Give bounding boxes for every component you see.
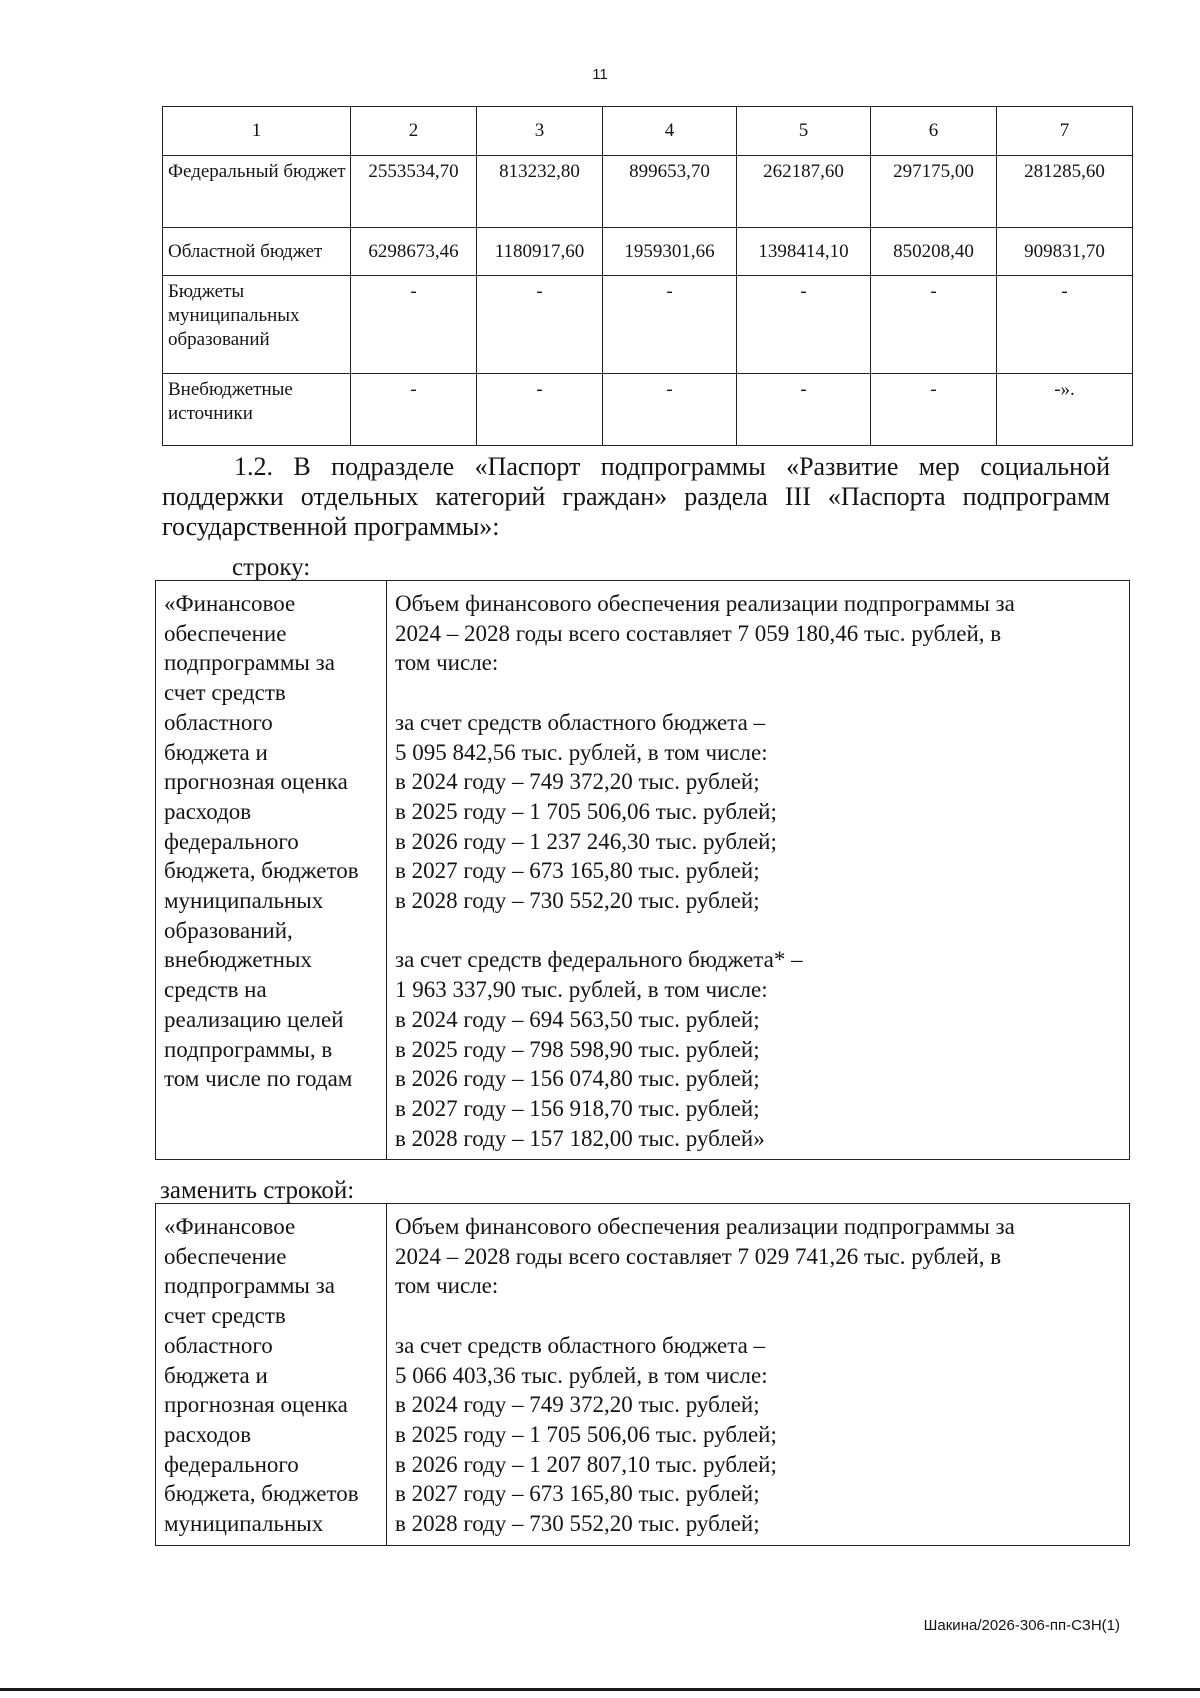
text-line: «Финансовое xyxy=(164,591,296,616)
row-label: Федеральный бюджет xyxy=(163,156,351,228)
row-name-cell xyxy=(156,581,387,1160)
column-header: 3 xyxy=(477,107,603,156)
text-line: том числе: xyxy=(395,650,499,676)
column-header: 1 xyxy=(163,107,351,156)
text-line: обеспечение xyxy=(164,620,287,646)
passport-row-new xyxy=(155,1203,1130,1546)
text-line: расходов xyxy=(164,798,252,824)
text-line: счет средств xyxy=(164,680,286,706)
column-header: 5 xyxy=(737,107,871,156)
page-number: 11 xyxy=(592,66,608,83)
table-cell: - xyxy=(351,374,477,446)
text-line: расходов xyxy=(164,1421,252,1447)
text-line: муниципальных xyxy=(164,1511,324,1537)
text-line: «Финансовое xyxy=(164,1214,296,1239)
table-cell: - xyxy=(871,374,997,446)
row-name-lines xyxy=(164,1212,382,1539)
text-line: за счет средств областного бюджета – xyxy=(395,1332,766,1358)
federal-budget-lines xyxy=(395,945,1125,1153)
row-label: Областной бюджет xyxy=(163,228,351,276)
passport-row-old xyxy=(155,580,1130,1160)
table-cell: 2553534,70 xyxy=(351,156,477,228)
table-cell: - xyxy=(603,374,737,446)
text-line: обеспечение xyxy=(164,1243,287,1269)
text-line: в 2028 году – 157 182,00 тыс. рублей» xyxy=(395,1125,765,1151)
text-line: счет средств xyxy=(164,1303,286,1329)
table-cell: 297175,00 xyxy=(871,156,997,228)
text-line: в 2025 году – 1 705 506,06 тыс. рублей; xyxy=(395,1421,777,1447)
table-cell: 813232,80 xyxy=(477,156,603,228)
text-line: в 2024 году – 694 563,50 тыс. рублей; xyxy=(395,1006,760,1032)
text-line: бюджета и xyxy=(164,739,268,765)
document-reference: Шакина/2026-306-пп-СЗН(1) xyxy=(923,1617,1120,1634)
table-cell: 909831,70 xyxy=(997,228,1133,276)
regional-budget-lines xyxy=(395,708,1125,916)
intro-lines xyxy=(395,1212,1125,1301)
row-value-cell xyxy=(387,1204,1130,1546)
text-line: в 2028 году – 730 552,20 тыс. рублей; xyxy=(395,888,760,914)
label-row: строку: xyxy=(232,554,311,581)
text-line: 1 963 337,90 тыс. рублей, в том числе: xyxy=(395,977,768,1003)
table-cell: 6298673,46 xyxy=(351,228,477,276)
text-line: бюджета, бюджетов xyxy=(164,1481,359,1507)
table-row xyxy=(163,374,1133,446)
table-cell: 1959301,66 xyxy=(603,228,737,276)
text-line: в 2025 году – 1 705 506,06 тыс. рублей; xyxy=(395,798,777,824)
intro-lines xyxy=(395,589,1125,678)
table-cell: 281285,60 xyxy=(997,156,1133,228)
text-line: в 2026 году – 156 074,80 тыс. рублей; xyxy=(395,1066,760,1092)
row-value-cell xyxy=(387,581,1130,1160)
text-line: реализацию целей xyxy=(164,1006,344,1032)
text-line: внебюджетных xyxy=(164,947,312,973)
amendment-paragraph xyxy=(162,452,1110,542)
text-line: прогнозная оценка xyxy=(164,769,348,795)
text-line: в 2024 году – 749 372,20 тыс. рублей; xyxy=(395,769,760,795)
column-header: 4 xyxy=(603,107,737,156)
table-row xyxy=(163,228,1133,276)
text-line: в 2026 году – 1 237 246,30 тыс. рублей; xyxy=(395,828,777,854)
column-header: 7 xyxy=(997,107,1133,156)
budget-table xyxy=(162,106,1133,446)
text-line: 2024 – 2028 годы всего составляет 7 059 180,46 тыс. рублей, в xyxy=(395,620,1002,646)
text-line: муниципальных xyxy=(164,888,324,914)
table-header-row xyxy=(163,107,1133,156)
text-line: подпрограммы за xyxy=(164,1273,335,1299)
table-cell: - xyxy=(737,276,871,374)
text-line: в 2024 году – 749 372,20 тыс. рублей; xyxy=(395,1392,760,1418)
amendment-text: 1.2. В подразделе «Паспорт подпрограммы «Развитие мер социальной поддержки отдельных категорий граждан» раздела III «Паспорта подпрограмм государственной программы»: xyxy=(162,452,1110,541)
text-line: подпрограммы за xyxy=(164,650,335,676)
row-name-cell xyxy=(156,1204,387,1546)
table-row xyxy=(163,276,1133,374)
text-line: в 2028 году – 730 552,20 тыс. рублей; xyxy=(395,1511,760,1537)
row-label: Бюджеты муниципальных образований xyxy=(163,276,351,374)
text-line: областного xyxy=(164,709,273,735)
column-header: 6 xyxy=(871,107,997,156)
row-name-lines xyxy=(164,589,382,1094)
table-cell: 850208,40 xyxy=(871,228,997,276)
column-header: 2 xyxy=(351,107,477,156)
text-line: в 2026 году – 1 207 807,10 тыс. рублей; xyxy=(395,1451,777,1477)
text-line: Объем финансового обеспечения реализации подпрограммы за xyxy=(395,591,1015,616)
text-line: том числе по годам xyxy=(164,1066,353,1092)
table-cell: 1180917,60 xyxy=(477,228,603,276)
text-line: 5 066 403,36 тыс. рублей, в том числе: xyxy=(395,1362,768,1388)
text-line: за счет средств федерального бюджета* – xyxy=(395,947,803,973)
scan-edge-line xyxy=(0,1688,1200,1691)
table-cell: 1398414,10 xyxy=(737,228,871,276)
text-line: прогнозная оценка xyxy=(164,1392,348,1418)
table-cell: - xyxy=(603,276,737,374)
table-cell: - xyxy=(351,276,477,374)
table-cell: - xyxy=(737,374,871,446)
text-line: федерального xyxy=(164,828,299,854)
table-cell: - xyxy=(997,276,1133,374)
label-replace-with: заменить строкой: xyxy=(160,1177,355,1204)
text-line: бюджета, бюджетов xyxy=(164,858,359,884)
table-cell: 899653,70 xyxy=(603,156,737,228)
row-label: Внебюджетные источники xyxy=(163,374,351,446)
table-cell: - xyxy=(871,276,997,374)
text-line: средств на xyxy=(164,977,267,1003)
text-line: областного xyxy=(164,1332,273,1358)
text-line: том числе: xyxy=(395,1273,499,1299)
text-line: в 2027 году – 673 165,80 тыс. рублей; xyxy=(395,858,760,884)
table-row xyxy=(163,156,1133,228)
table-cell: - xyxy=(477,374,603,446)
text-line: в 2027 году – 673 165,80 тыс. рублей; xyxy=(395,1481,760,1507)
text-line: федерального xyxy=(164,1451,299,1477)
table-cell: - xyxy=(477,276,603,374)
text-line: 5 095 842,56 тыс. рублей, в том числе: xyxy=(395,739,768,765)
text-line: бюджета и xyxy=(164,1362,268,1388)
text-line: 2024 – 2028 годы всего составляет 7 029 741,26 тыс. рублей, в xyxy=(395,1243,1002,1269)
text-line: в 2027 году – 156 918,70 тыс. рублей; xyxy=(395,1095,760,1121)
text-line: образований, xyxy=(164,917,293,943)
text-line: в 2025 году – 798 598,90 тыс. рублей; xyxy=(395,1036,760,1062)
text-line: подпрограммы, в xyxy=(164,1036,333,1062)
text-line: Объем финансового обеспечения реализации подпрограммы за xyxy=(395,1214,1015,1239)
regional-budget-lines xyxy=(395,1331,1125,1539)
table-cell: 262187,60 xyxy=(737,156,871,228)
text-line: за счет средств областного бюджета – xyxy=(395,709,766,735)
table-cell: -». xyxy=(997,374,1133,446)
